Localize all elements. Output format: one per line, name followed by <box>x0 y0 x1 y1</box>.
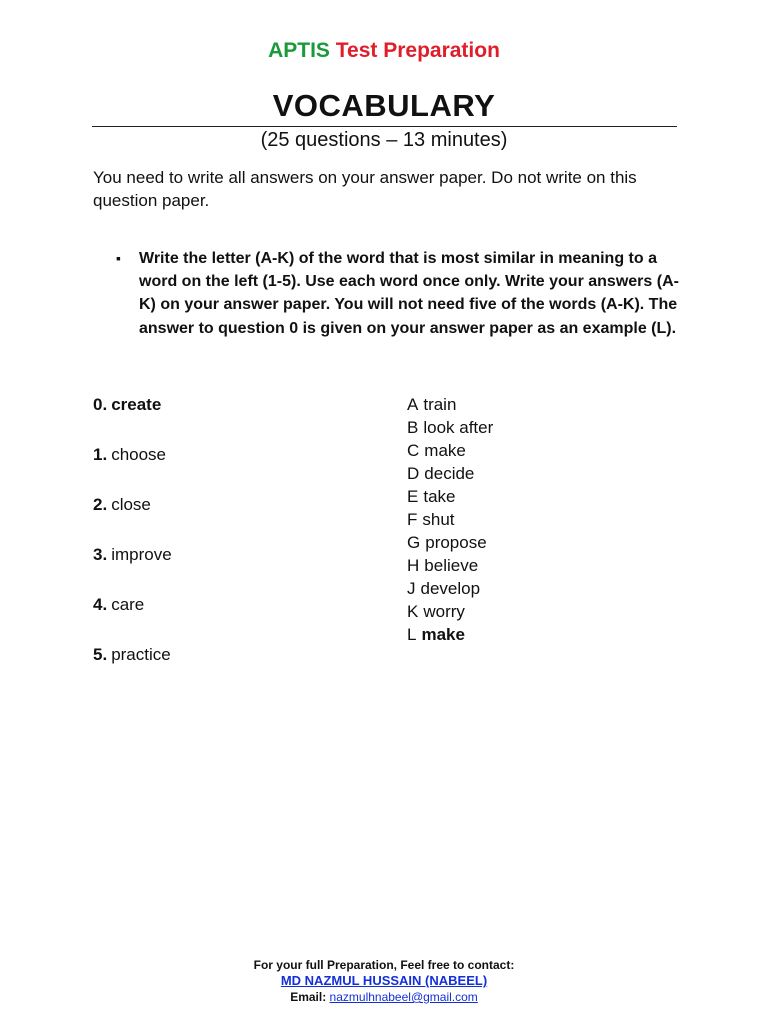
option-letter: C <box>407 441 420 460</box>
option-letter: K <box>407 602 419 621</box>
option-letter: J <box>407 579 416 598</box>
question-word: practice <box>111 645 171 664</box>
question-number: 3. <box>93 545 108 564</box>
option-letter: D <box>407 464 420 483</box>
option-word: propose <box>425 533 487 552</box>
option-item-k <box>407 600 667 623</box>
question-word: care <box>111 595 145 614</box>
contact-name-link[interactable]: MD NAZMUL HUSSAIN (NABEEL) <box>280 973 488 988</box>
question-item-5 <box>93 643 373 693</box>
option-word: take <box>423 487 456 506</box>
option-letter: E <box>407 487 419 506</box>
question-list <box>93 393 373 693</box>
contact-lead: For your full Preparation, Feel free to contact: <box>253 958 515 972</box>
option-item-h <box>407 554 667 577</box>
question-number: 5. <box>93 645 108 664</box>
email-label: Email: <box>290 990 330 1004</box>
option-letter: H <box>407 556 420 575</box>
question-word: create <box>111 395 162 414</box>
option-word: train <box>423 395 457 414</box>
question-word: choose <box>111 445 167 464</box>
option-list <box>407 393 667 646</box>
option-item-a <box>407 393 667 416</box>
question-number: 2. <box>93 495 108 514</box>
question-number: 4. <box>93 595 108 614</box>
option-item-f <box>407 508 667 531</box>
email-link[interactable]: nazmulhnabeel@gmail.com <box>329 990 478 1004</box>
option-letter: L <box>407 625 417 644</box>
option-item-d <box>407 462 667 485</box>
page-header <box>0 36 768 66</box>
option-letter: G <box>407 533 421 552</box>
option-item-g <box>407 531 667 554</box>
bullet-square-icon: ▪ <box>116 250 121 266</box>
option-word: believe <box>424 556 479 575</box>
question-item-0 <box>93 393 373 443</box>
question-item-3 <box>93 543 373 593</box>
option-letter: B <box>407 418 419 437</box>
page-footer <box>0 957 768 1005</box>
question-word: close <box>111 495 151 514</box>
option-letter: A <box>407 395 419 414</box>
option-word: look after <box>423 418 494 437</box>
option-letter: F <box>407 510 418 529</box>
intro-text: You need to write all answers on your answer paper. Do not write on this question paper. <box>93 168 637 210</box>
option-item-b <box>407 416 667 439</box>
section-title: VOCABULARY <box>272 88 496 123</box>
section-subtitle: (25 questions – 13 minutes) <box>260 129 508 151</box>
question-item-2 <box>93 493 373 543</box>
brand-subtitle: Test Preparation <box>329 39 500 62</box>
option-word: shut <box>422 510 455 529</box>
option-word: make <box>424 441 466 460</box>
brand-name: APTIS <box>268 39 330 62</box>
instruction-text: Write the letter (A-K) of the word that is most similar in meaning to a word on the left (1-5). Use each word once only. Write your answers (A-K) on your answer paper. You will not need five of the words (A-K). The answer to question 0 is given on your answer paper as an example (L). <box>139 250 679 337</box>
option-word: worry <box>423 602 465 621</box>
question-word: improve <box>111 545 172 564</box>
option-word: make <box>421 625 465 644</box>
question-item-1 <box>93 443 373 493</box>
option-item-e <box>407 485 667 508</box>
option-word: develop <box>420 579 481 598</box>
option-item-j <box>407 577 667 600</box>
option-item-l <box>407 623 667 646</box>
question-number: 1. <box>93 445 108 464</box>
option-word: decide <box>424 464 475 483</box>
option-item-c <box>407 439 667 462</box>
question-item-4 <box>93 593 373 643</box>
question-number: 0. <box>93 395 108 414</box>
